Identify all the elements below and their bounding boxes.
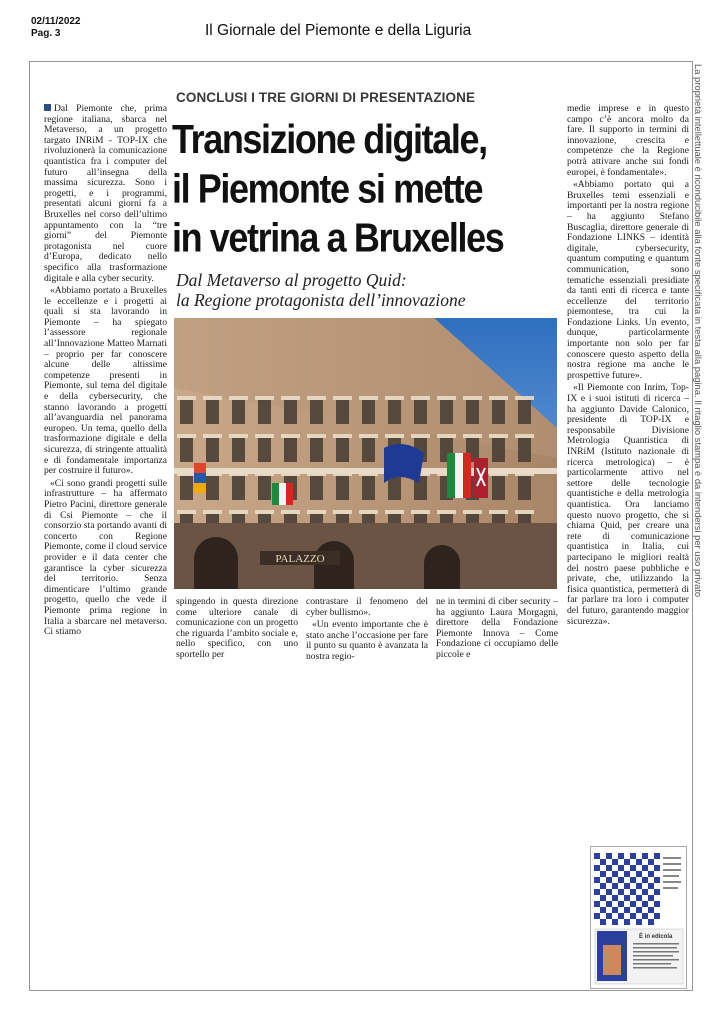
article-column-5 (567, 104, 689, 684)
article-column-2 (176, 597, 298, 697)
paragraph: «Il Piemonte con Inrim, Top-IX e i suoi istituti di ricerca – ha aggiunto Davide Calonico, presidente di TOP-IX e responsabile Divisione Metrologia Quantistica di INRiM (Istituto nazionale di ricerca metrologica) – è particolarmente attivo nel settore delle tecnologie quantistiche e della metrologia quantistica. Ora lanciamo questo nuovo progetto, che si chiama Quid, per creare una rete di comunicazione quantistica in Italia, cui partecipano le migliori realtà del nostro paese pubbliche e private, che, utilizzando la fisica quantistica, permetterà di far parlare tra loro i computer del futuro, garantendo maggior sicurezza». (567, 382, 689, 627)
paragraph: spingendo in questa direzione come ulteriore canale di comunicazione con un progetto che riguarda l’ambito sociale e, nello specifico, con uno sportello per (176, 597, 298, 660)
checkered-pattern (594, 853, 660, 925)
palazzo-facade-image (174, 318, 557, 589)
subheadline: Dal Metaverso al progetto Quid: la Regione protagonista dell’innovazione (176, 270, 466, 310)
thumbnail-ad-title: È in edicola (639, 934, 673, 940)
article-column-4 (436, 597, 558, 697)
headline: Transizione digitale, il Piemonte si mette in vetrina a Bruxelles (172, 116, 504, 261)
date-label: 02/11/2022 (31, 16, 81, 27)
kicker: CONCLUSI I TRE GIORNI DI PRESENTAZIONE (176, 90, 476, 105)
page-thumbnail (590, 846, 687, 989)
paragraph: Dal Piemonte che, prima regione italiana, sbarca nel Metaverso, a un progetto targato INRiM - TOP-IX che rivoluzionerà la comunicazione quantistica fra i computer del futuro all’insegna della massima sicurezza. Sono i progetti, e i programmi, presentati alcuni giorni fa a Bruxelles nel corso dell’ultimo appuntamento con la “tre giorni” del Piemonte protagonista nel cuore d’Europa, dedicato nello specifico alla trasformazione digitale e alla cyber security. (44, 104, 167, 284)
paragraph: medie imprese e in questo campo c’è ancora molto da fare. Il supporto in termini di innovazione, crescita e competenze che la Regione potrà attivare anche sui fondi europei, è fondamentale». (567, 104, 689, 178)
article-photo (174, 318, 557, 589)
page-label: Pag. 3 (31, 28, 61, 39)
paragraph: «Ci sono grandi progetti sulle infrastrutture – ha affermato Pietro Pacini, direttore generale di Csi Piemonte – che il consorzio sta portando avanti di concerto con Regione Piemonte, come il cloud service provider e il data center che garantisce la cyber sicurezza del territorio. Senza dimenticare l’ultimo grande progetto, quello che vede il Piemonte prima regione in Italia a sbarcare nel metaverso. Ci stiamo (44, 477, 167, 638)
bullet-square-icon (44, 104, 51, 111)
copyright-side-note: La proprietà intellettuale è riconducibile alla fonte specificata in testa alla pagina. Il ritaglio stampa è da intendersi per uso privato (693, 64, 704, 598)
article-column-3 (306, 597, 428, 697)
paragraph: «Un evento importante che è stato anche l’occasione per fare il punto su quanto è avanzata la nostra regio- (306, 619, 428, 662)
article-column-1 (44, 104, 167, 704)
palazzo-sign: PALAZZO (275, 553, 325, 565)
paragraph: «Abbiamo portato a Bruxelles le eccellenze e i progetti ai quali si sta lavorando in Piemonte – ha spiegato l’assessore regionale all’Innovazione Matteo Marnati – proprio per far conoscere alcune delle altissime competenze presenti in Piemonte, sul tema del digitale e della cybersecurity, che stanno lavorando a progetti all’avanguardia nel panorama europeo. Un tema, quello della trasformazione digitale e della sicurezza, di stringente attualità e di fondamentale importanza per costruire il futuro». (44, 285, 167, 477)
paragraph: «Abbiamo portato qui a Bruxelles temi essenziali e importanti per la nostra regione – ha aggiunto Stefano Buscaglia, direttore generale di Fondazione LINKS – identità digitale, cybersecurity, quantum computing e quantum communication, sono tematiche essenziali presidiate da tanti enti di ricerca e tante eccellenze del territorio piemontese, tra cui la Fondazione Links. Un evento, dunque, particolarmente importante non solo per far conoscere questo aspetto della nostra regione ma anche le prospettive future». (567, 179, 689, 381)
paragraph: ne in termini di ciber security – ha aggiunto Laura Morgagni, direttore della Fondazione Piemonte Innova – Come Fondazione ci occupiamo delle piccole e (436, 597, 558, 660)
paragraph: contrastare il fenomeno del cyber bullismo». (306, 597, 428, 618)
publication-title: Il Giornale del Piemonte e della Liguria (205, 22, 472, 39)
